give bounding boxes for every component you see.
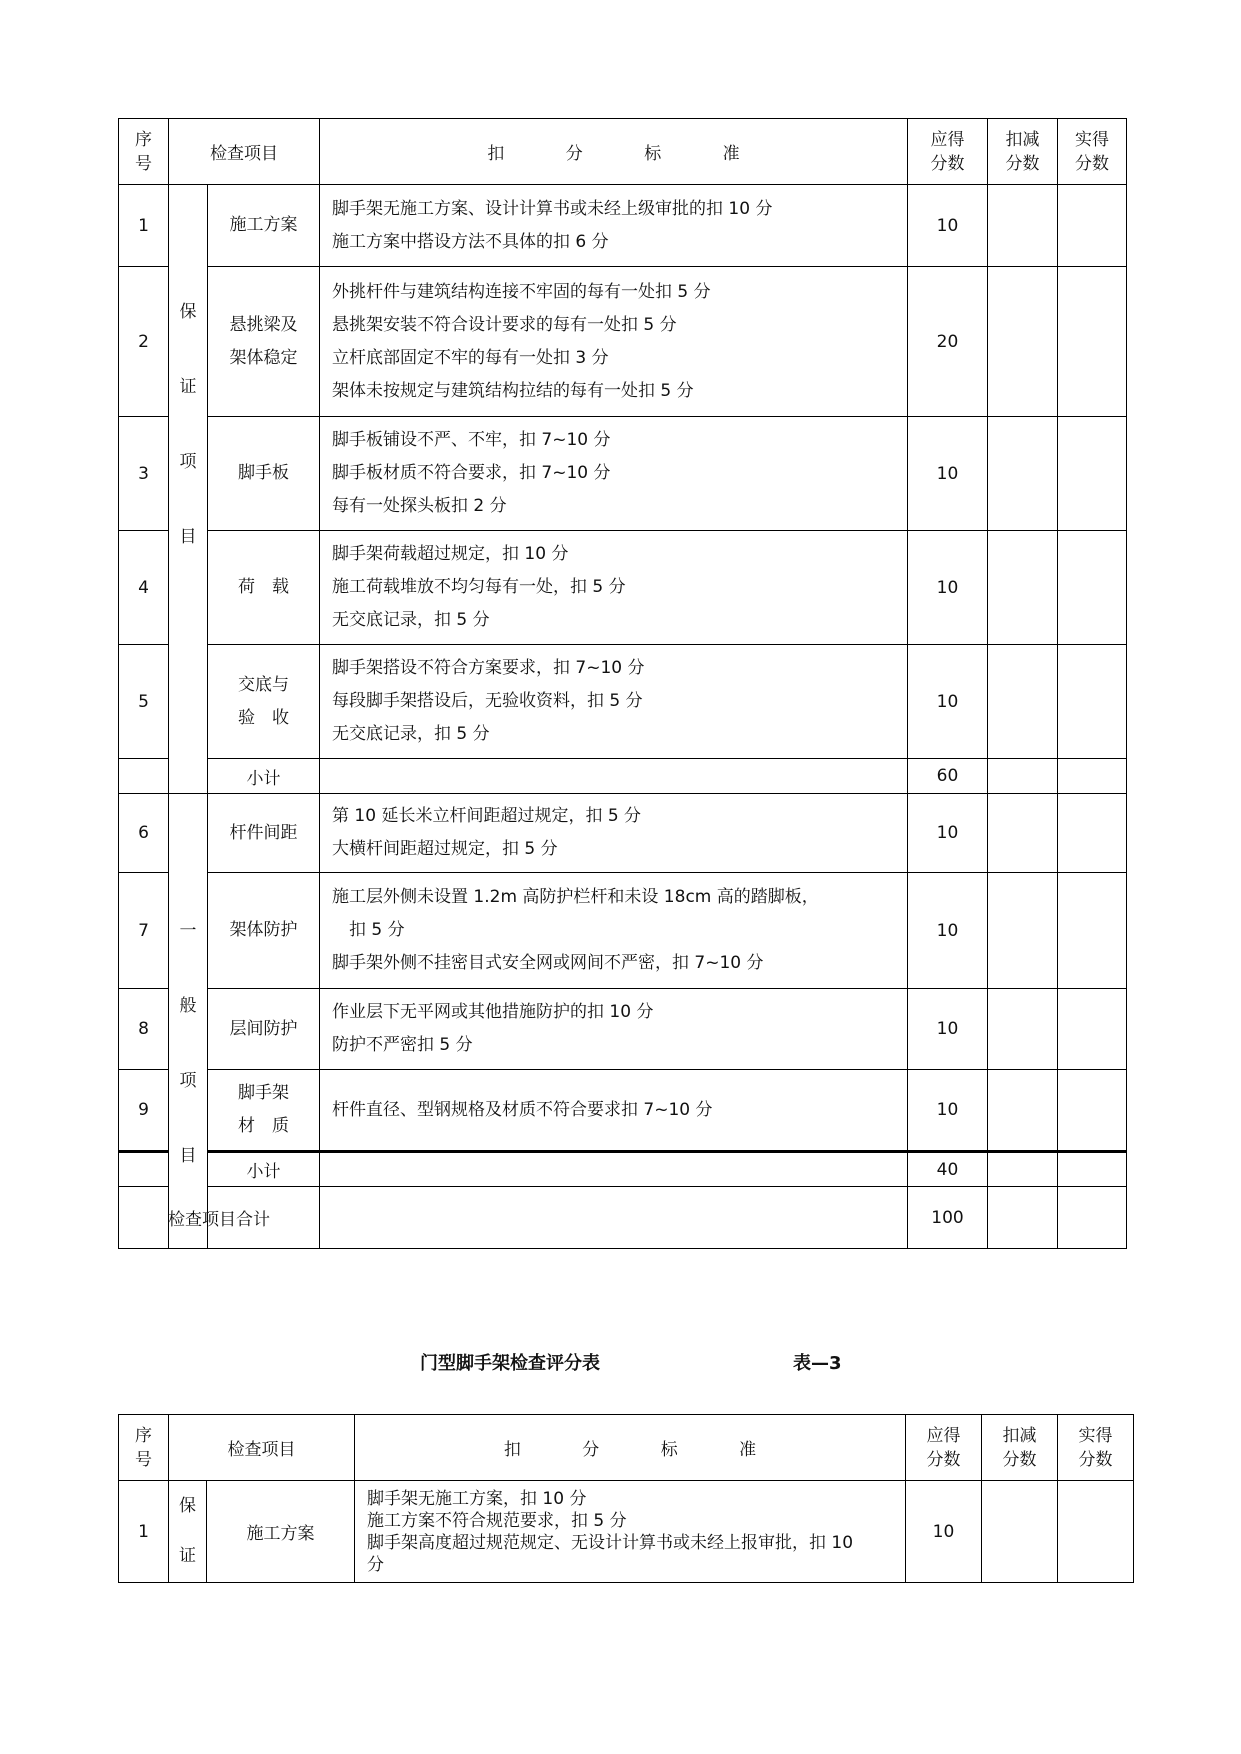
row-actual-cell[interactable] [1058, 645, 1127, 759]
row-item: 层间防护 [208, 989, 320, 1070]
header-criteria: 扣 分 标 准 [355, 1415, 906, 1481]
row-deduct-cell[interactable] [988, 989, 1058, 1070]
row-deduct-cell[interactable] [988, 873, 1058, 989]
subtotal-deduct-cell[interactable] [988, 759, 1058, 794]
subtotal-row [119, 759, 1127, 794]
row-actual-cell[interactable] [1058, 531, 1127, 645]
row-criteria: 脚手架荷载超过规定，扣 10 分 施工荷载堆放不均匀每有一处，扣 5 分 无交底记录，扣 5 分 [320, 531, 908, 645]
row-actual-cell[interactable] [1058, 989, 1127, 1070]
table-row [119, 989, 1127, 1070]
table-row [119, 873, 1127, 989]
subtotal-actual-cell[interactable] [1058, 759, 1127, 794]
row-seq: 1 [119, 1481, 169, 1583]
row-deduct-cell[interactable] [988, 645, 1058, 759]
group-general-items: 一 般 项 目 [169, 794, 208, 1249]
row-actual-cell[interactable] [1058, 794, 1127, 873]
row-seq: 6 [119, 794, 169, 873]
row-item: 荷 载 [208, 531, 320, 645]
header-item: 检查项目 [169, 119, 320, 185]
row-actual-cell[interactable] [1058, 873, 1127, 989]
total-deduct-cell[interactable] [988, 1187, 1058, 1249]
row-item: 脚手架 材 质 [208, 1070, 320, 1152]
header-should-score: 应得 分数 [906, 1415, 982, 1481]
row-actual-cell[interactable] [1058, 417, 1127, 531]
row-criteria: 第 10 延长米立杆间距超过规定，扣 5 分 大横杆间距超过规定，扣 5 分 [320, 794, 908, 873]
row-deduct-cell[interactable] [988, 417, 1058, 531]
row-should-score: 20 [908, 267, 988, 417]
row-seq: 9 [119, 1070, 169, 1152]
table-row [119, 1481, 1134, 1583]
row-deduct-cell[interactable] [988, 531, 1058, 645]
row-should-score: 10 [908, 989, 988, 1070]
table-row [119, 417, 1127, 531]
header-row [119, 119, 1127, 185]
row-deduct-cell[interactable] [988, 185, 1058, 267]
group-guarantee-items: 保 证 [169, 1481, 207, 1583]
header-seq: 序 号 [119, 119, 169, 185]
header-criteria: 扣 分 标 准 [320, 119, 908, 185]
row-criteria: 脚手架搭设不符合方案要求，扣 7~10 分 每段脚手架搭设后，无验收资料，扣 5 分 无交底记录，扣 5 分 [320, 645, 908, 759]
row-should-score: 10 [908, 185, 988, 267]
row-item: 施工方案 [208, 185, 320, 267]
header-item: 检查项目 [169, 1415, 355, 1481]
total-label: 检查项目合计 [119, 1187, 320, 1249]
row-should-score: 10 [908, 645, 988, 759]
group-guarantee-items: 保 证 项 目 [169, 185, 208, 794]
row-actual-cell[interactable] [1058, 1070, 1127, 1152]
row-should-score: 10 [908, 531, 988, 645]
row-should-score: 10 [908, 1070, 988, 1152]
row-item: 架体防护 [208, 873, 320, 989]
row-should-score: 10 [908, 417, 988, 531]
subtotal-actual-cell[interactable] [1058, 1152, 1127, 1187]
total-actual-cell[interactable] [1058, 1187, 1127, 1249]
row-seq: 1 [119, 185, 169, 267]
subtotal-score: 60 [908, 759, 988, 794]
table-row [119, 1070, 1127, 1152]
row-item: 杆件间距 [208, 794, 320, 873]
total-row [119, 1187, 1127, 1249]
row-criteria: 外挑杆件与建筑结构连接不牢固的每有一处扣 5 分 悬挑架安装不符合设计要求的每有一处扣 5 分 立杆底部固定不牢的每有一处扣 3 分 架体未按规定与建筑结构拉结的每有一处扣 5 分 [320, 267, 908, 417]
row-actual-cell[interactable] [1058, 185, 1127, 267]
row-should-score: 10 [908, 873, 988, 989]
row-deduct-cell[interactable] [982, 1481, 1058, 1583]
row-seq: 8 [119, 989, 169, 1070]
table-3-number: 表—3 [793, 1353, 842, 1374]
subtotal-score: 40 [908, 1152, 988, 1187]
subtotal-label: 小计 [208, 759, 320, 794]
row-deduct-cell[interactable] [988, 794, 1058, 873]
header-row [119, 1415, 1134, 1481]
row-seq: 3 [119, 417, 169, 531]
table-row [119, 645, 1127, 759]
header-deduct-score: 扣减 分数 [982, 1415, 1058, 1481]
row-item: 交底与 验 收 [208, 645, 320, 759]
table-row [119, 794, 1127, 873]
row-seq: 2 [119, 267, 169, 417]
row-seq: 7 [119, 873, 169, 989]
row-criteria: 脚手架无施工方案，扣 10 分 施工方案不符合规范要求，扣 5 分 脚手架高度超过规范规定、无设计计算书或未经上报审批，扣 10 分 [355, 1481, 906, 1583]
subtotal-label: 小计 [208, 1152, 320, 1187]
scoring-table-2 [118, 1414, 1134, 1583]
table-row [119, 267, 1127, 417]
header-actual-score: 实得 分数 [1058, 119, 1127, 185]
table-row [119, 531, 1127, 645]
subtotal-deduct-cell[interactable] [988, 1152, 1058, 1187]
row-should-score: 10 [906, 1481, 982, 1583]
header-seq: 序 号 [119, 1415, 169, 1481]
row-criteria: 施工层外侧未设置 1.2m 高防护栏杆和未设 18cm 高的踏脚板， 扣 5 分 脚手架外侧不挂密目式安全网或网间不严密，扣 7~10 分 [320, 873, 908, 989]
subtotal-row [119, 1152, 1127, 1187]
header-actual-score: 实得 分数 [1058, 1415, 1134, 1481]
scoring-table-1 [118, 118, 1127, 1249]
row-deduct-cell[interactable] [988, 267, 1058, 417]
row-item: 悬挑梁及 架体稳定 [208, 267, 320, 417]
row-criteria: 脚手板铺设不严、不牢，扣 7~10 分 脚手板材质不符合要求，扣 7~10 分 每有一处探头板扣 2 分 [320, 417, 908, 531]
row-item: 脚手板 [208, 417, 320, 531]
row-actual-cell[interactable] [1058, 1481, 1134, 1583]
row-actual-cell[interactable] [1058, 267, 1127, 417]
table-3-name: 门型脚手架检查评分表 [420, 1353, 600, 1374]
row-deduct-cell[interactable] [988, 1070, 1058, 1152]
row-seq: 5 [119, 645, 169, 759]
total-score: 100 [908, 1187, 988, 1249]
row-should-score: 10 [908, 794, 988, 873]
header-deduct-score: 扣减 分数 [988, 119, 1058, 185]
row-criteria: 脚手架无施工方案、设计计算书或未经上级审批的扣 10 分 施工方案中搭设方法不具体的扣 6 分 [320, 185, 908, 267]
row-seq: 4 [119, 531, 169, 645]
row-criteria: 杆件直径、型钢规格及材质不符合要求扣 7~10 分 [320, 1070, 908, 1152]
row-item: 施工方案 [207, 1481, 355, 1583]
table-row [119, 185, 1127, 267]
header-should-score: 应得 分数 [908, 119, 988, 185]
row-criteria: 作业层下无平网或其他措施防护的扣 10 分 防护不严密扣 5 分 [320, 989, 908, 1070]
